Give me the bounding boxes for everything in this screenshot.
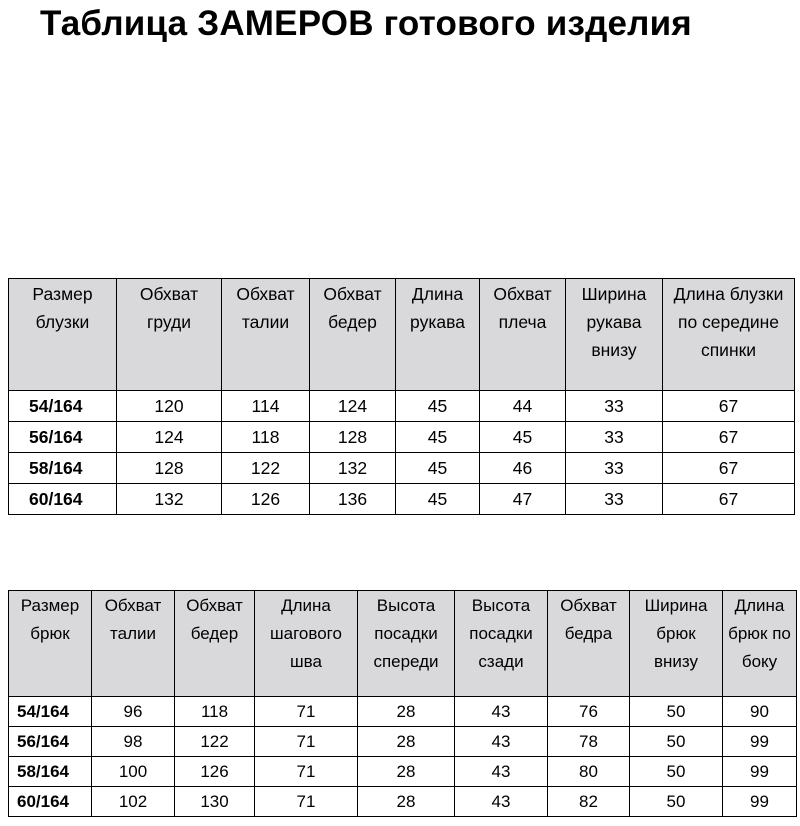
pants-header-front-rise: Высота посадки спереди (358, 591, 455, 697)
table-cell: 43 (455, 697, 548, 727)
table-cell: 71 (255, 727, 358, 757)
size-cell: 54/164 (9, 391, 117, 422)
pants-header-back-rise: Высота посадки сзади (455, 591, 548, 697)
table-cell: 126 (222, 484, 310, 515)
table-cell: 132 (117, 484, 222, 515)
table-cell: 45 (396, 391, 480, 422)
table-cell: 132 (310, 453, 396, 484)
size-cell: 56/164 (9, 422, 117, 453)
size-cell: 58/164 (9, 757, 92, 787)
table-cell: 124 (310, 391, 396, 422)
table-cell: 67 (663, 484, 795, 515)
pants-header-inseam: Длина шагового шва (255, 591, 358, 697)
pants-header-hips: Обхват бедер (175, 591, 255, 697)
blouse-header-chest: Обхват груди (117, 279, 222, 391)
table-cell: 80 (548, 757, 630, 787)
table-cell: 71 (255, 757, 358, 787)
table-cell: 118 (222, 422, 310, 453)
table-cell: 122 (175, 727, 255, 757)
size-cell: 54/164 (9, 697, 92, 727)
table-cell: 33 (566, 484, 663, 515)
table-cell: 43 (455, 757, 548, 787)
table-cell: 99 (723, 727, 797, 757)
size-cell: 60/164 (9, 787, 92, 817)
table-cell: 128 (117, 453, 222, 484)
table-cell: 50 (630, 727, 723, 757)
table-cell: 43 (455, 787, 548, 817)
table-cell: 45 (396, 422, 480, 453)
blouse-size-table (8, 278, 795, 515)
table-cell: 33 (566, 422, 663, 453)
blouse-header-size: Размер блузки (9, 279, 117, 391)
table-row (9, 391, 795, 422)
table-cell: 28 (358, 727, 455, 757)
table-cell: 71 (255, 697, 358, 727)
table-cell: 50 (630, 787, 723, 817)
table-cell: 136 (310, 484, 396, 515)
blouse-header-sleeve-length: Длина рукава (396, 279, 480, 391)
table-cell: 33 (566, 453, 663, 484)
page-title: Таблица ЗАМЕРОВ готового изделия (40, 4, 692, 43)
pants-header-hem-width: Ширина брюк внизу (630, 591, 723, 697)
table-row (9, 484, 795, 515)
table-cell: 100 (92, 757, 175, 787)
table-cell: 45 (396, 484, 480, 515)
table-cell: 33 (566, 391, 663, 422)
pants-header-row (9, 591, 797, 697)
pants-header-waist: Обхват талии (92, 591, 175, 697)
table-cell: 45 (480, 422, 566, 453)
table-cell: 114 (222, 391, 310, 422)
table-cell: 50 (630, 697, 723, 727)
blouse-header-sleeve-width: Ширина рукава внизу (566, 279, 663, 391)
table-cell: 82 (548, 787, 630, 817)
table-cell: 99 (723, 787, 797, 817)
table-cell: 28 (358, 787, 455, 817)
table-cell: 43 (455, 727, 548, 757)
table-cell: 130 (175, 787, 255, 817)
size-cell: 56/164 (9, 727, 92, 757)
table-cell: 47 (480, 484, 566, 515)
blouse-header-upper-arm: Обхват плеча (480, 279, 566, 391)
table-cell: 71 (255, 787, 358, 817)
table-row (9, 787, 797, 817)
table-cell: 50 (630, 757, 723, 787)
size-cell: 60/164 (9, 484, 117, 515)
table-cell: 120 (117, 391, 222, 422)
blouse-header-waist: Обхват талии (222, 279, 310, 391)
pants-header-side-length: Длина брюк по боку (723, 591, 797, 697)
size-cell: 58/164 (9, 453, 117, 484)
table-cell: 67 (663, 391, 795, 422)
table-cell: 98 (92, 727, 175, 757)
table-cell: 126 (175, 757, 255, 787)
table-cell: 28 (358, 757, 455, 787)
table-row (9, 422, 795, 453)
table-cell: 90 (723, 697, 797, 727)
table-cell: 76 (548, 697, 630, 727)
pants-header-size: Размер брюк (9, 591, 92, 697)
table-cell: 45 (396, 453, 480, 484)
table-cell: 124 (117, 422, 222, 453)
table-cell: 28 (358, 697, 455, 727)
table-cell: 99 (723, 757, 797, 787)
table-cell: 67 (663, 422, 795, 453)
table-cell: 128 (310, 422, 396, 453)
pants-header-thigh: Обхват бедра (548, 591, 630, 697)
table-row (9, 727, 797, 757)
table-cell: 96 (92, 697, 175, 727)
table-cell: 78 (548, 727, 630, 757)
table-cell: 122 (222, 453, 310, 484)
table-cell: 46 (480, 453, 566, 484)
blouse-header-row (9, 279, 795, 391)
table-row (9, 697, 797, 727)
table-cell: 67 (663, 453, 795, 484)
table-row (9, 453, 795, 484)
table-row (9, 757, 797, 787)
blouse-header-hips: Обхват бедер (310, 279, 396, 391)
table-cell: 102 (92, 787, 175, 817)
pants-size-table (8, 590, 797, 817)
table-cell: 44 (480, 391, 566, 422)
table-cell: 118 (175, 697, 255, 727)
blouse-header-back-length: Длина блузки по середине спинки (663, 279, 795, 391)
